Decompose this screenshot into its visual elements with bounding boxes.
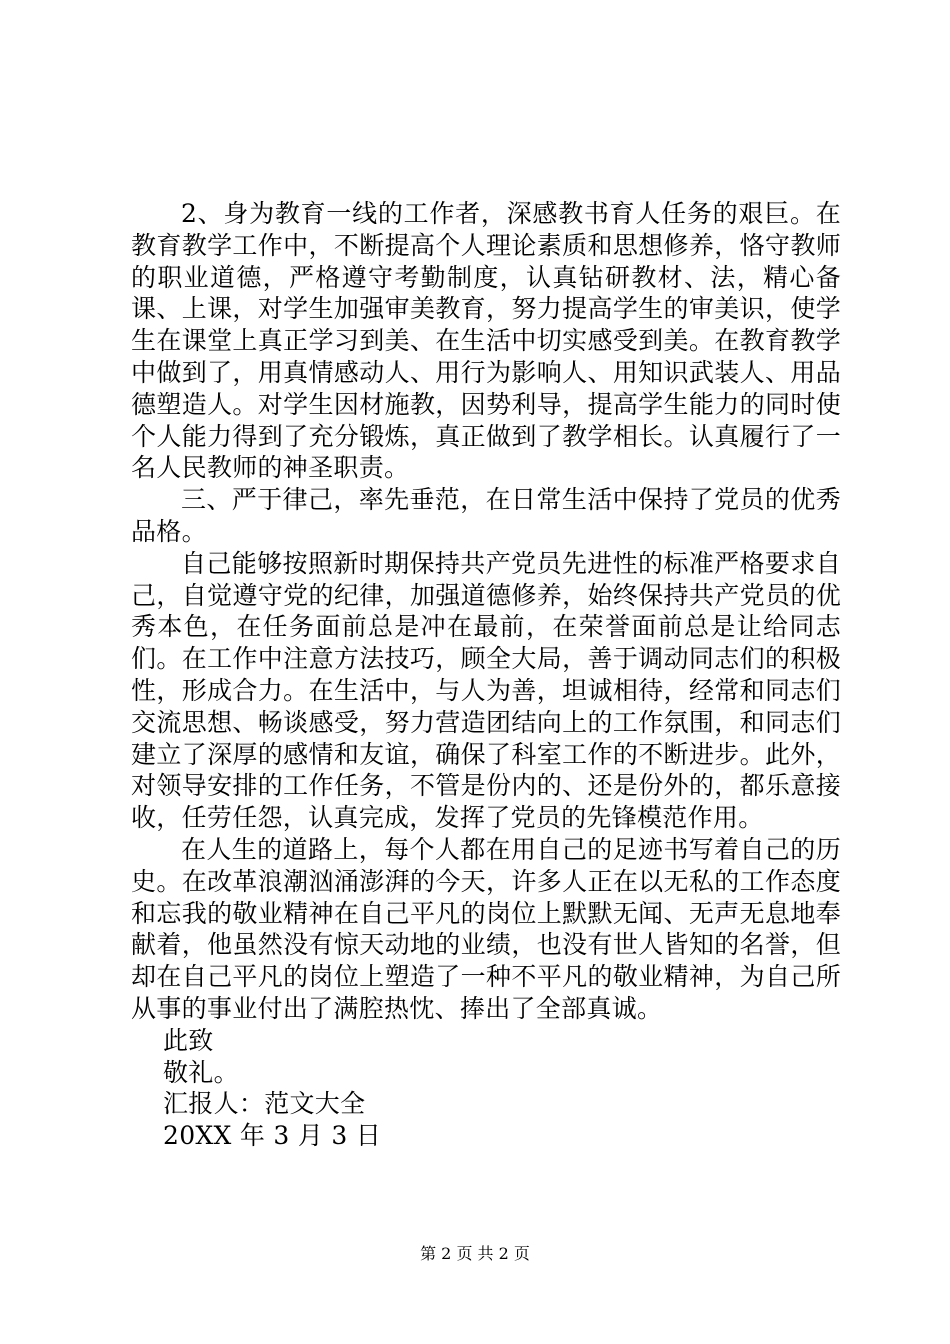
- document-body: [131, 198, 841, 1152]
- closing-block: [131, 1025, 841, 1152]
- paragraph-life-path: 在人生的道路上，每个人都在用自己的足迹书写着自己的历史。在改革浪潮汹涌澎湃的今天，许多人正在以无私的工作态度和忘我的敬业精神在自己平凡的岗位上默默无闻、无声无息地奉献着，他虽然没有惊天动地的业绩，也没有世人皆知的名誉，但却在自己平凡的岗位上塑造了一种不平凡的敬业精神，为自己所从事的事业付出了满腔热忱、捧出了全部真诚。: [131, 834, 841, 1023]
- section-heading-self-discipline: 三、严于律己，率先垂范，在日常生活中保持了党员的优秀品格。: [131, 485, 841, 546]
- reporter-signature: 汇报人：范文大全: [163, 1089, 366, 1119]
- page-footer-indicator: 第 2 页 共 2 页: [420, 1244, 530, 1263]
- closing-salutation-1: 此致: [163, 1025, 214, 1055]
- paragraph-teaching-work: 2、身为教育一线的工作者，深感教书育人任务的艰巨。在教育教学工作中，不断提高个人理论素质和思想修养，恪守教师的职业道德，严格遵守考勤制度，认真钻研教材、法，精心备课、上课，对学生加强审美教育，努力提高学生的审美识，使学生在课堂上真正学习到美、在生活中切实感受到美。在教育教学中做到了，用真情感动人、用行为影响人、用知识武装人、用品德塑造人。对学生因材施教，因势利导，提高学生能力的同时使个人能力得到了充分锻炼，真正做到了教学相长。认真履行了一名人民教师的神圣职责。: [131, 199, 841, 483]
- report-date: 20XX 年 3 月 3 日: [163, 1121, 382, 1151]
- closing-salutation-2: 敬礼。: [163, 1057, 239, 1087]
- paragraph-party-member-conduct: 自己能够按照新时期保持共产党员先进性的标准严格要求自己，自觉遵守党的纪律，加强道德修养，始终保持共产党员的优秀本色，在任务面前总是冲在最前，在荣誉面前总是让给同志们。在工作中注意方法技巧，顾全大局，善于调动同志们的积极性，形成合力。在生活中，与人为善，坦诚相待，经常和同志们交流思想、畅谈感受，努力营造团结向上的工作氛围，和同志们建立了深厚的感情和友谊，确保了科室工作的不断进步。此外，对领导安排的工作任务，不管是份内的、还是份外的，都乐意接收，任劳任怨，认真完成，发挥了党员的先锋模范作用。: [131, 548, 841, 833]
